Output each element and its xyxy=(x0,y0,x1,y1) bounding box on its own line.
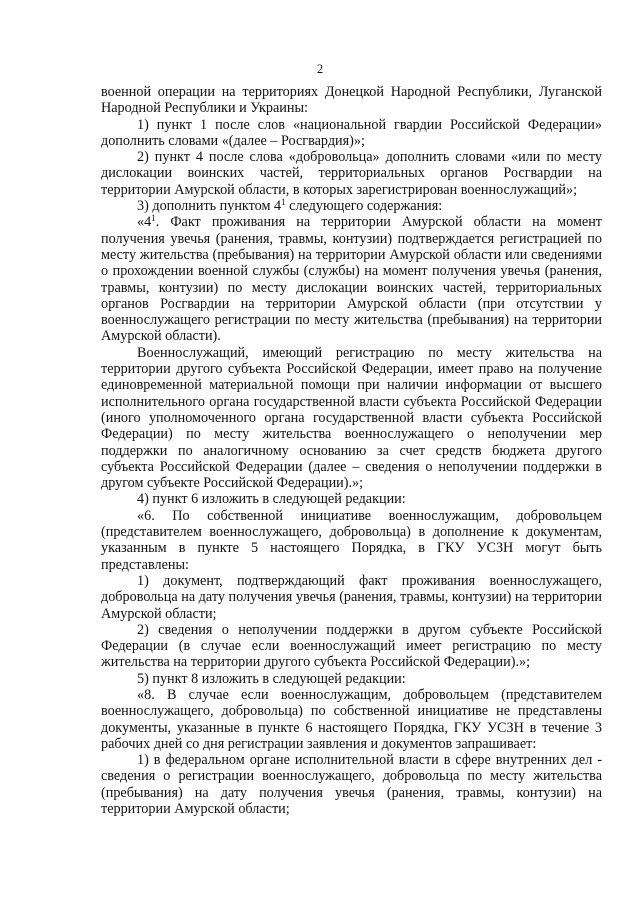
paragraph-continuation: военной операции на территориях Донецкой Народной Республики, Луганской Народной Республики и Украины: xyxy=(101,84,602,117)
paragraph-point-6: «6. По собственной инициативе военнослужащим, добровольцем (представителем военнослужащего, добровольца) в дополнение к документам, указанным в пункте 5 настоящего Порядка, в ГКУ УСЗН могут быть представлены: xyxy=(101,507,602,573)
page-number: 2 xyxy=(316,62,324,76)
paragraph-point-8: «8. В случае если военнослужащим, добровольцем (представителем военнослужащего, добровольца) по собственной инициативе не представлены документы, указанные в пункте 6 настоящего Порядка, ГКУ УСЗН в течение 3 рабочих дней со дня регистрации заявления и документов запрашивает: xyxy=(101,686,602,752)
item-3-superscript: 1 xyxy=(281,197,286,208)
paragraph-item-2: 2) пункт 4 после слова «добровольца» дополнить словами «или по месту дислокации воинских частей, территориальных органов Росгвардии на территории Амурской области, в которых зарегистрирован военнослужащий»; xyxy=(101,149,602,198)
point-4-1-head: «4 xyxy=(137,214,152,231)
paragraph-item-5: 5) пункт 8 изложить в следующей редакции: xyxy=(137,670,406,687)
item-3-tail: следующего содержания: xyxy=(285,198,443,215)
paragraph-point-6-sub-2: 2) сведения о неполучении поддержки в другом субъекте Российской Федерации (в случае если военнослужащий имеет регистрацию по месту жительства на территории другого субъекта Российской Федерации).»; xyxy=(101,621,602,671)
item-3-text: 3) дополнить пунктом 4 xyxy=(137,198,282,215)
paragraph-item-3 xyxy=(101,198,602,214)
document-body xyxy=(101,84,602,817)
paragraph-point-8-sub-1: 1) в федеральном органе исполнительной власти в сфере внутренних дел - сведения о регистрации военнослужащего, добровольца по месту жительства (пребывания) на дату получения увечья (ранения, травмы, контузии) на территории Амурской области; xyxy=(101,752,602,818)
paragraph-serviceman-registration: Военнослужащий, имеющий регистрацию по месту жительства на территории другого субъекта Российской Федерации, имеет право на получение единовременной материальной помощи при наличии информации от высшего исполнительного органа государственной власти субъекта Российской Федерации (иного уполномоченного органа государственной власти субъекта Российской Федерации) по месту жительства военнослужащего о неполучении мер поддержки по аналогичному основанию за счет средств бюджета другого субъекта Российской Федерации (далее – сведения о неполучении поддержки в другом субъекте Российской Федерации).»; xyxy=(101,344,602,492)
paragraph-item-1: 1) пункт 1 после слов «национальной гвардии Российской Федерации» дополнить словами «(далее – Росгвардия)»; xyxy=(101,116,602,149)
paragraph-item-4: 4) пункт 6 изложить в следующей редакции: xyxy=(137,491,406,508)
point-4-1-superscript: 1 xyxy=(151,213,156,224)
paragraph-point-6-sub-1: 1) документ, подтверждающий факт проживания военнослужащего, добровольца на дату получения увечья (ранения, травмы, контузии) на территории Амурской области; xyxy=(101,572,602,622)
point-4-1-text: . Факт проживания на территории Амурской области на момент получения увечья (ранения, травмы, контузии) подтверждается регистрацией по месту жительства (пребывания) на территории Амурской области или сведениями о прохождении военной службы (службы) на момент получения увечья (ранения, травмы, контузии) по месту дислокации воинских частей, территориальных органов Росгвардии на территории Амурской области (при отсутствии у военнослужащего регистрации по месту жительства (пребывания) на территории Амурской области). xyxy=(101,214,602,345)
paragraph-point-4-1 xyxy=(101,214,602,344)
